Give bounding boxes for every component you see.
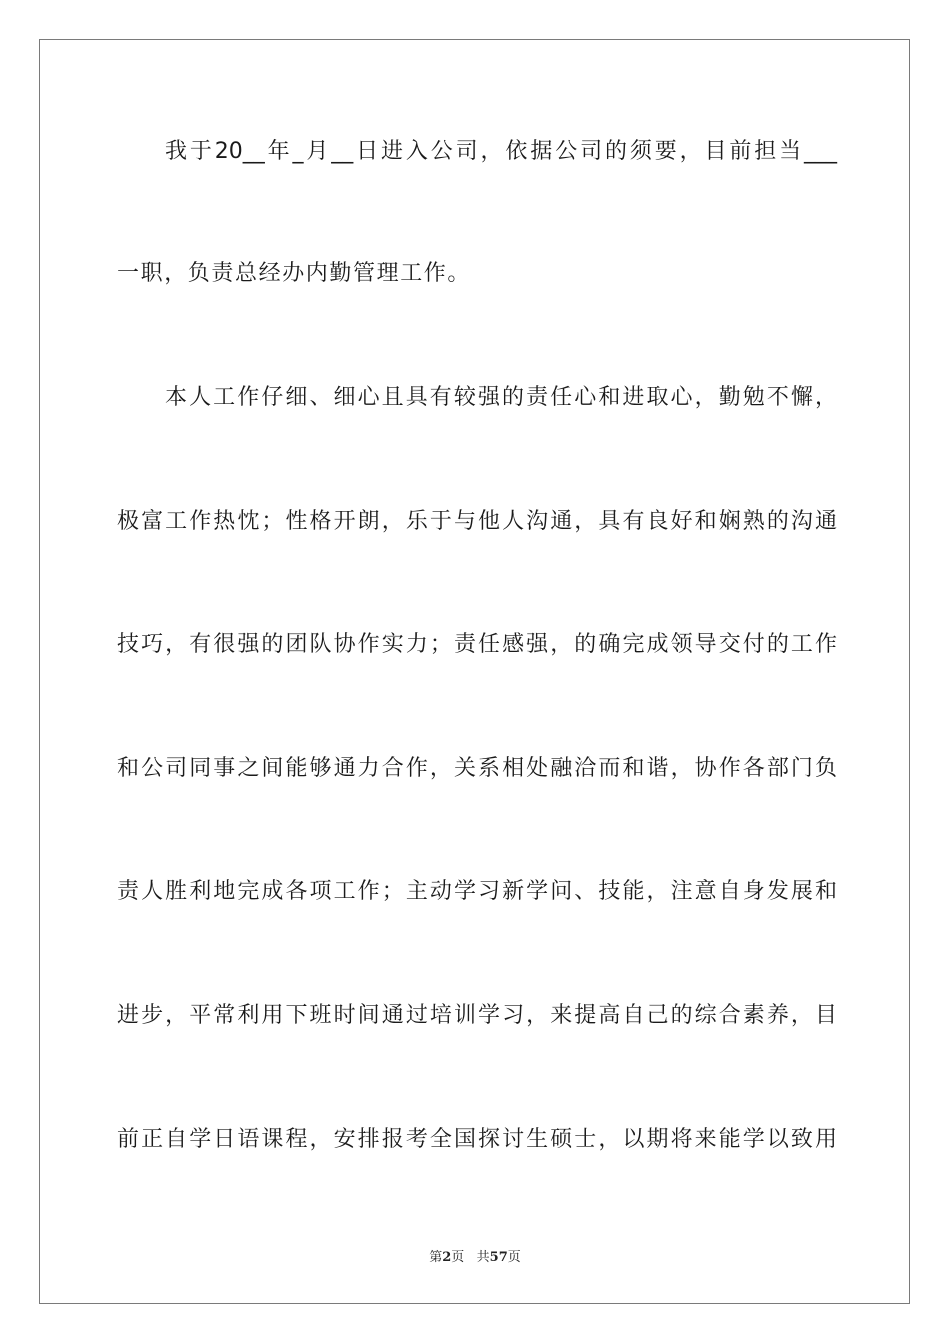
footer-page-total: 57 (489, 1250, 508, 1265)
footer-page-suffix: 页 (507, 1250, 521, 1265)
paragraph-2-line-6: 进步，平常利用下班时间通过培训学习，来提高自己的综合素养，目 (117, 1003, 837, 1028)
footer-page-current: 2 (442, 1250, 452, 1265)
footer-page-mid: 页 共 (451, 1250, 490, 1265)
page-border (39, 39, 910, 1304)
paragraph-2-line-4: 和公司同事之间能够通力合作，关系相处融洽而和谐，协作各部门负 (117, 756, 837, 781)
footer-page-prefix: 第 (429, 1250, 443, 1265)
paragraph-1-line-1: 我于20__年_月__日进入公司，依据公司的须要，目前担当___ (165, 139, 837, 164)
paragraph-2-line-1: 本人工作仔细、细心且具有较强的责任心和进取心，勤勉不懈， (165, 385, 837, 410)
paragraph-1-line-2: 一职，负责总经办内勤管理工作。 (117, 261, 472, 286)
paragraph-2-line-3: 技巧，有很强的团队协作实力；责任感强，的确完成领导交付的工作 (117, 632, 837, 657)
paragraph-2-line-7: 前正自学日语课程，安排报考全国探讨生硕士，以期将来能学以致用 (117, 1127, 837, 1152)
paragraph-2-line-5: 责人胜利地完成各项工作；主动学习新学问、技能，注意自身发展和 (117, 879, 837, 904)
page-number-footer (0, 1246, 950, 1265)
paragraph-2-line-2: 极富工作热忱；性格开朗，乐于与他人沟通，具有良好和娴熟的沟通 (117, 509, 837, 534)
